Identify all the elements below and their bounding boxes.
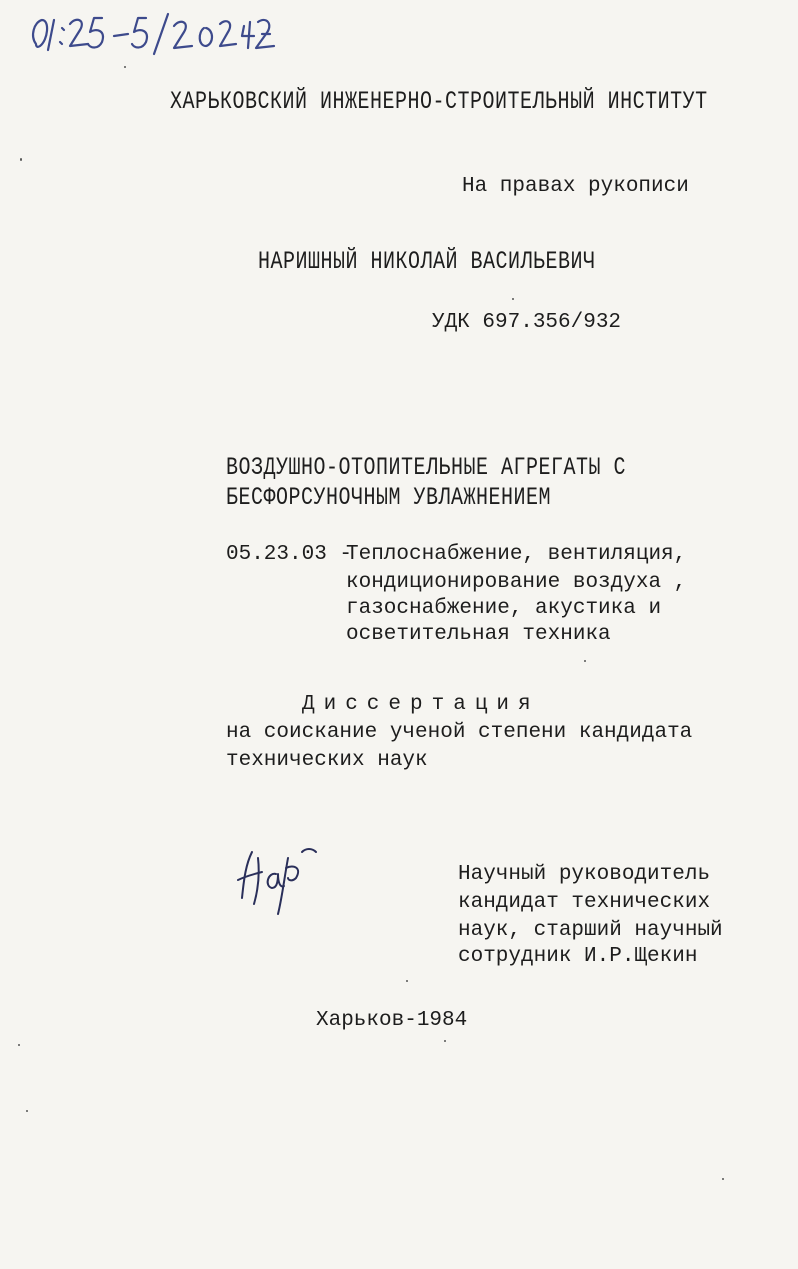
scan-speck: [18, 1044, 20, 1046]
author-name: НАРИШНЫЙ НИКОЛАЙ ВАСИЛЬЕВИЧ: [258, 247, 596, 277]
supervisor-line-1: Научный руководитель: [458, 863, 711, 886]
scan-speck: [512, 298, 514, 300]
scan-speck: [406, 980, 408, 982]
dissertation-line-1: на соискание ученой степени кандидата: [226, 721, 693, 744]
title-line-1: ВОЗДУШНО-ОТОПИТЕЛЬНЫЕ АГРЕГАТЫ С: [226, 453, 627, 483]
specialty-line-1: Теплоснабжение, вентиляция,: [346, 543, 687, 566]
manuscript-rights-note: На правах рукописи: [462, 175, 689, 198]
scan-speck: [722, 1178, 724, 1180]
title-line-2: БЕСФОРСУНОЧНЫМ УВЛАЖНЕНИЕМ: [226, 483, 552, 513]
scan-speck: [26, 1110, 28, 1112]
specialty-line-4: осветительная техника: [346, 623, 611, 646]
supervisor-line-3: наук, старший научный: [458, 919, 723, 942]
handwritten-archive-number: [28, 6, 278, 58]
scan-speck: [584, 660, 586, 662]
handwritten-signature: [232, 838, 322, 918]
specialty-code: 05.23.03 -: [226, 543, 353, 566]
scan-speck: [20, 158, 22, 161]
dissertation-label: Диссертация: [302, 693, 540, 716]
supervisor-line-4: сотрудник И.Р.Щекин: [458, 945, 698, 968]
scan-speck: [124, 66, 126, 68]
udk-code: УДК 697.356/932: [432, 311, 622, 334]
dissertation-line-2: технических наук: [226, 749, 428, 772]
supervisor-line-2: кандидат технических: [458, 891, 711, 914]
city-year: Харьков-1984: [316, 1009, 468, 1032]
scan-speck: [444, 1040, 446, 1042]
institute-name: ХАРЬКОВСКИЙ ИНЖЕНЕРНО-СТРОИТЕЛЬНЫЙ ИНСТИТУТ: [170, 87, 708, 117]
specialty-line-2: кондиционирование воздуха ,: [346, 571, 687, 594]
specialty-line-3: газоснабжение, акустика и: [346, 597, 662, 620]
